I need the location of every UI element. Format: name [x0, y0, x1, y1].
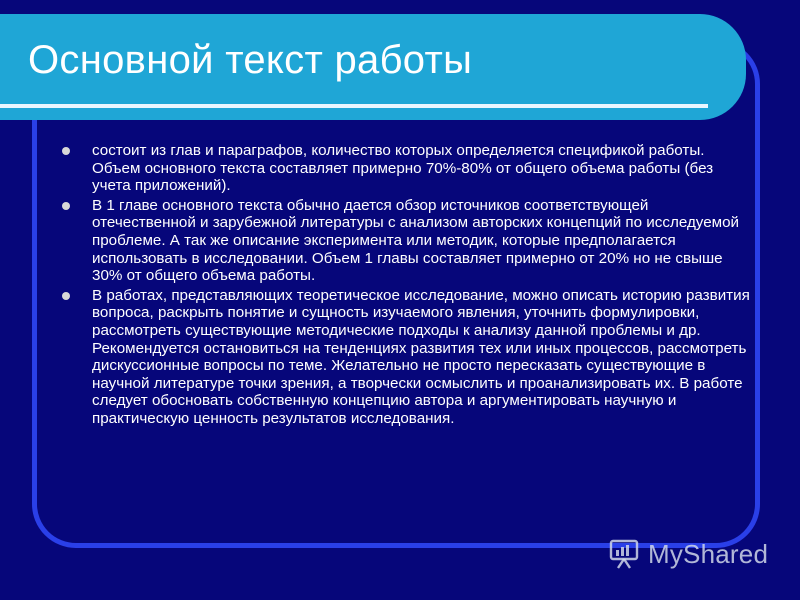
bullet-text: состоит из глав и параграфов, количество которых определяется спецификой работы. Объем основного текста составляет примерно 70%-80% от общего объема работы (без учета приложений). [92, 142, 714, 195]
bullet-list [62, 142, 752, 430]
presentation-icon [608, 537, 642, 571]
bullet-dot-icon [62, 202, 70, 210]
slide-title: Основной текст работы [28, 38, 473, 82]
watermark-text: MyShared [648, 538, 769, 569]
bullet-text: В работах, представляющих теоретическое исследование, можно описать историю развития вопроса, раскрыть понятие и сущность изучаемого явления, уточнить формулировки, рассмотреть существующие методические подходы к анализу данной проблемы и др. Рекомендуется остановиться на тенденциях развития тех или иных процессов, рассмотреть дискуссионные вопросы по теме. Желательно не просто пересказать существующие в научной литературе точки зрения, а творчески осмыслить и проанализировать их. В работе следует обосновать собственную концепцию автора и аргументировать научную и практическую ценность результатов исследования. [92, 286, 750, 427]
bullet-item [62, 287, 752, 428]
bullet-text: В 1 главе основного текста обычно дается обзор источников соответствующей отечественной и зарубежной литературы с анализом авторских концепций по исследуемой проблеме. А так же описание эксперимента или методик, которые предполагается использовать в исследовании. Объем 1 главы составляет примерно от 20% но не свыше 30% от общего объема работы. [92, 196, 740, 285]
bullet-item [62, 197, 752, 285]
bullet-item [62, 142, 752, 195]
bullet-dot-icon [62, 147, 70, 155]
watermark [608, 536, 768, 572]
title-underline [0, 104, 708, 108]
bullet-dot-icon [62, 292, 70, 300]
